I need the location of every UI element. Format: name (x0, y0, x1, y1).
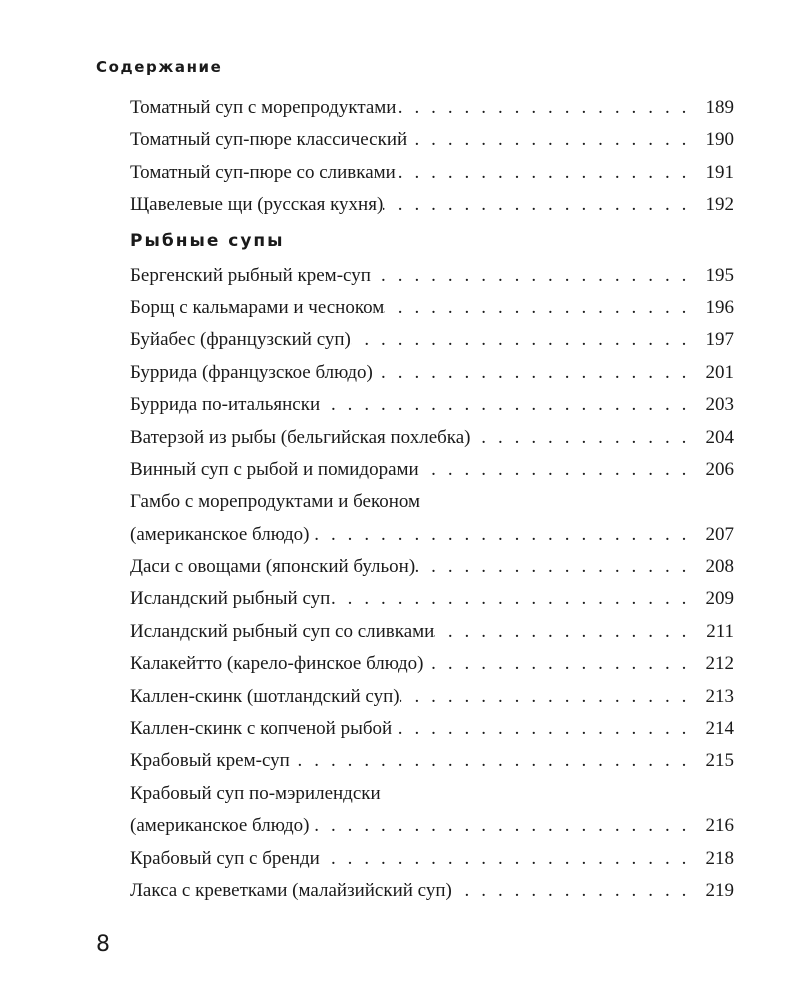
toc-entry-title: Буррида по-итальянски (130, 394, 321, 416)
toc-entry-title: Томатный суп-пюре классический (130, 129, 408, 151)
toc-entry-page: 203 (705, 394, 734, 416)
toc-entry-title: Ватерзой из рыбы (бельгийская похлебка) (130, 426, 471, 448)
toc-entry-page: 192 (705, 194, 734, 216)
toc-entry-title-line2: (американское блюдо) (130, 815, 310, 837)
toc-entry (130, 292, 734, 324)
toc-entry-title: Борщ с кальмарами и чесноком (130, 296, 385, 318)
toc-entry-title: Бергенский рыбный крем-суп (130, 264, 371, 286)
dot-leader (309, 810, 694, 842)
toc-entry (130, 519, 734, 551)
toc-entry-title: Буррида (французское блюдо) (130, 361, 373, 383)
dot-leader (392, 713, 694, 745)
toc-entry-title: Исландский рыбный суп (130, 588, 331, 610)
toc-entry-page: 212 (705, 653, 734, 675)
dot-leader (383, 189, 694, 221)
toc-entry-page: 207 (705, 523, 734, 545)
toc-entry-page: 189 (705, 97, 734, 118)
dot-leader (290, 745, 694, 777)
dot-leader (400, 681, 694, 713)
dot-leader (415, 551, 694, 583)
toc-entry-title: Буйабес (французский суп) (130, 329, 351, 351)
toc-entry-title: Лакса с креветками (малайзийский суп) (130, 879, 452, 901)
table-of-contents (130, 92, 734, 907)
dot-leader (424, 648, 694, 680)
toc-entry-title-line2: (американское блюдо) (130, 523, 310, 545)
toc-entry-title: Даси с овощами (японский бульон) (130, 556, 416, 578)
toc-entry-title: Крабовый суп по-мэрилендски (130, 782, 381, 804)
toc-entry (130, 875, 734, 907)
dot-leader (471, 422, 695, 454)
toc-entry-line1 (130, 486, 734, 518)
dot-leader (396, 92, 694, 124)
dot-leader (320, 389, 694, 421)
toc-entry (130, 189, 734, 221)
toc-entry (130, 454, 734, 486)
toc-entry-title: Винный суп с рыбой и помидорами (130, 458, 419, 480)
toc-entry (130, 124, 734, 156)
dot-leader (407, 124, 694, 156)
toc-entry (130, 422, 734, 454)
toc-entry (130, 713, 734, 745)
dot-leader (373, 357, 694, 389)
toc-entry (130, 324, 734, 356)
dot-leader (351, 324, 694, 356)
toc-entry-page: 214 (705, 718, 734, 740)
toc-entry (130, 260, 734, 292)
dot-leader (309, 519, 694, 551)
toc-entry (130, 551, 734, 583)
toc-entry-title: Крабовый крем-суп (130, 750, 290, 772)
toc-entry-page: 219 (705, 879, 734, 901)
dot-leader (330, 583, 694, 615)
toc-entry-line1 (130, 778, 734, 810)
section-heading: Рыбные супы (130, 230, 285, 251)
toc-entry-title: Томатный суп-пюре со сливками (130, 161, 396, 183)
toc-entry-page: 209 (705, 588, 734, 610)
toc-entry-page: 218 (705, 847, 734, 869)
toc-entry-page: 208 (705, 556, 734, 578)
toc-entry-title: Щавелевые щи (русская кухня) (130, 194, 384, 216)
dot-leader (434, 616, 694, 648)
toc-entry-title: Крабовый суп с бренди (130, 847, 320, 869)
toc-entry-title: Каллен-скинк с копченой рыбой (130, 718, 393, 740)
toc-entry (130, 681, 734, 713)
toc-entry (130, 357, 734, 389)
toc-entry-title: Калакейтто (карело-финское блюдо) (130, 653, 424, 675)
toc-entry-title: Гамбо с морепродуктами и беконом (130, 491, 421, 513)
toc-entry-page: 191 (705, 161, 734, 183)
toc-entry-page: 201 (705, 361, 734, 383)
dot-leader (452, 875, 694, 907)
toc-entry-page: 196 (705, 296, 734, 318)
toc-entry-page: 213 (705, 685, 734, 707)
toc-entry-page: 216 (705, 815, 734, 837)
page-number: 8 (96, 932, 110, 957)
toc-entry (130, 648, 734, 680)
page-header: Содержание (96, 58, 223, 76)
toc-entry-page: 206 (705, 458, 734, 480)
dot-leader (419, 454, 694, 486)
toc-entry (130, 389, 734, 421)
toc-entry (130, 745, 734, 777)
toc-entry (130, 843, 734, 875)
toc-entry-title: Томатный суп с морепродуктами (130, 97, 397, 118)
toc-entry-page: 211 (706, 620, 734, 642)
dot-leader (371, 260, 694, 292)
toc-entry-page: 190 (705, 129, 734, 151)
toc-entry-title: Исландский рыбный суп со сливками (130, 620, 435, 642)
toc-entry-page: 197 (705, 329, 734, 351)
toc-entry (130, 810, 734, 842)
toc-entry-page: 195 (705, 264, 734, 286)
toc-entry-title: Каллен-скинк (шотландский суп) (130, 685, 400, 707)
toc-entry-page: 204 (705, 426, 734, 448)
toc-entry-page: 215 (705, 750, 734, 772)
toc-entry (130, 92, 734, 124)
dot-leader (320, 843, 694, 875)
dot-leader (396, 157, 694, 189)
dot-leader (384, 292, 694, 324)
toc-entry (130, 616, 734, 648)
toc-entry (130, 157, 734, 189)
toc-entry (130, 583, 734, 615)
